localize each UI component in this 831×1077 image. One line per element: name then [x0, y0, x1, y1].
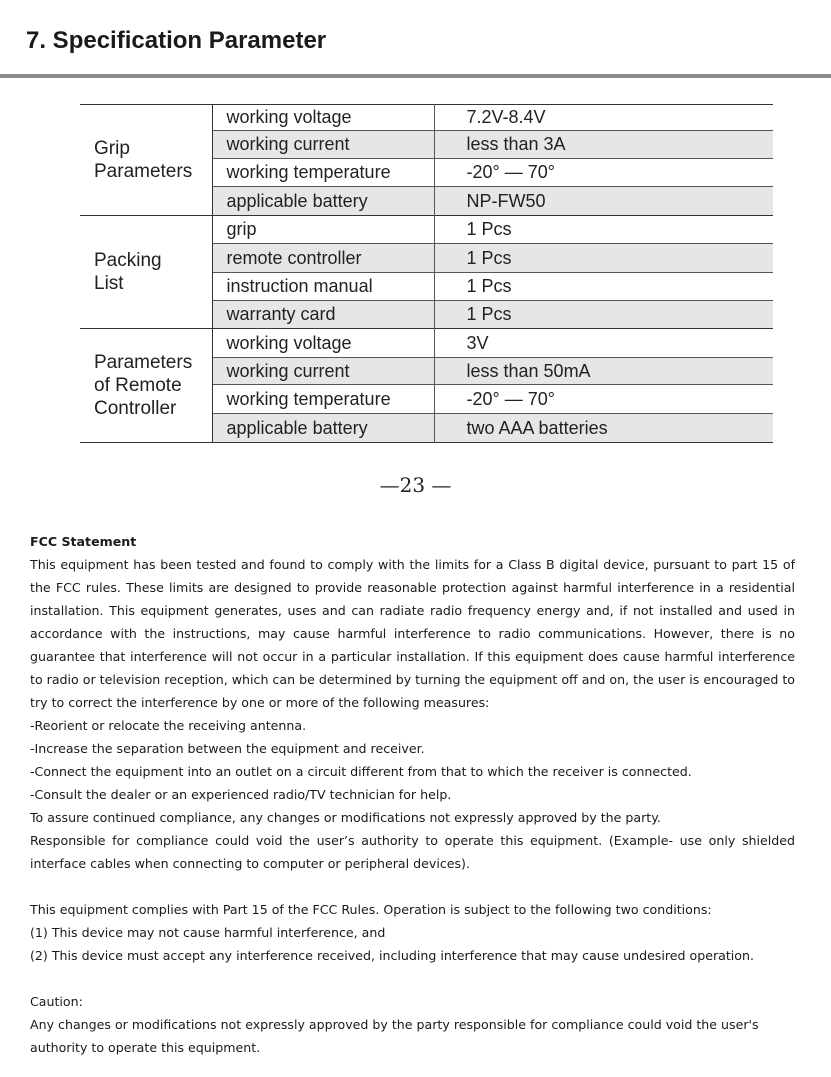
spec-parameter: applicable battery [212, 414, 434, 443]
spec-value: 1 Pcs [434, 301, 773, 329]
spec-parameter: working voltage [212, 105, 434, 131]
spec-parameter: working temperature [212, 159, 434, 187]
spec-parameter: working current [212, 131, 434, 159]
spec-parameter: working temperature [212, 385, 434, 414]
fcc-title: FCC Statement [30, 534, 137, 549]
compliance-note: To assure continued compliance, any changes or modifications not expressly approved by the party. [30, 810, 661, 825]
spec-value: 1 Pcs [434, 273, 773, 301]
spec-group-label: Grip Parameters [80, 105, 212, 216]
spec-parameter: grip [212, 216, 434, 244]
spec-value: 7.2V-8.4V [466, 107, 546, 127]
spec-value: 1 Pcs [434, 244, 773, 273]
spec-value: -20° — 70° [434, 385, 773, 414]
spec-row [80, 105, 773, 131]
spec-group-label: Parameters of Remote Controller [80, 329, 212, 443]
spec-row [80, 329, 773, 358]
measure-item: -Consult the dealer or an experienced radio/TV technician for help. [30, 787, 452, 802]
spec-value: less than 50mA [434, 358, 773, 385]
heading-divider [0, 74, 831, 78]
spec-group-label: Packing List [80, 216, 212, 329]
specification-table [80, 104, 773, 443]
fcc-statement [30, 530, 795, 1059]
spec-value: 1 Pcs [434, 216, 773, 244]
condition-2: (2) This device must accept any interference received, including interference that may cause undesired operation. [30, 948, 754, 963]
condition-1: (1) This device may not cause harmful interference, and [30, 925, 386, 940]
measure-item: -Connect the equipment into an outlet on a circuit different from that to which the receiver is connected. [30, 764, 692, 779]
spec-parameter: warranty card [212, 301, 434, 329]
spec-parameter: working voltage [212, 329, 434, 358]
page-number: —23 — [379, 473, 452, 497]
spec-value: -20° — 70° [434, 159, 773, 187]
spec-row [80, 216, 773, 244]
page-heading: 7. Specification Parameter [26, 27, 327, 54]
caution-text: Any changes or modifications not expressly approved by the party responsible for compliance could void the user's authority to operate this equipment. [30, 1017, 759, 1055]
spec-value: NP-FW50 [434, 187, 773, 216]
responsible-note: Responsible for compliance could void the user’s authority to operate this equipment. (Example- use only shielded interface cables when connecting to computer or peripheral devices). [30, 833, 795, 871]
spec-parameter: instruction manual [212, 273, 434, 301]
spec-value: less than 3A [434, 131, 773, 159]
measure-item: -Reorient or relocate the receiving antenna. [30, 718, 307, 733]
fcc-intro: This equipment has been tested and found to comply with the limits for a Class B digital device, pursuant to part 15 of the FCC rules. These limits are designed to provide reasonable protection against harmful interference in a residential installation. This equipment generates, uses and can radiate radio frequency energy and, if not installed and used in accordance with the instructions, may cause harmful interference to radio communications. However, there is no guarantee that interference will not occur in a particular installation. If this equipment does cause harmful interference to radio or television reception, which can be determined by turning the equipment off and on, the user is encouraged to try to correct the interference by one or more of the following measures: [30, 557, 795, 710]
caution-label: Caution: [30, 994, 83, 1009]
measure-item: -Increase the separation between the equipment and receiver. [30, 741, 425, 756]
spec-parameter: applicable battery [212, 187, 434, 216]
spec-value: 3V [434, 329, 773, 358]
spec-value: two AAA batteries [434, 414, 773, 443]
spec-parameter: remote controller [212, 244, 434, 273]
part15-statement: This equipment complies with Part 15 of the FCC Rules. Operation is subject to the following two conditions: [30, 902, 712, 917]
spec-parameter: working current [212, 358, 434, 385]
